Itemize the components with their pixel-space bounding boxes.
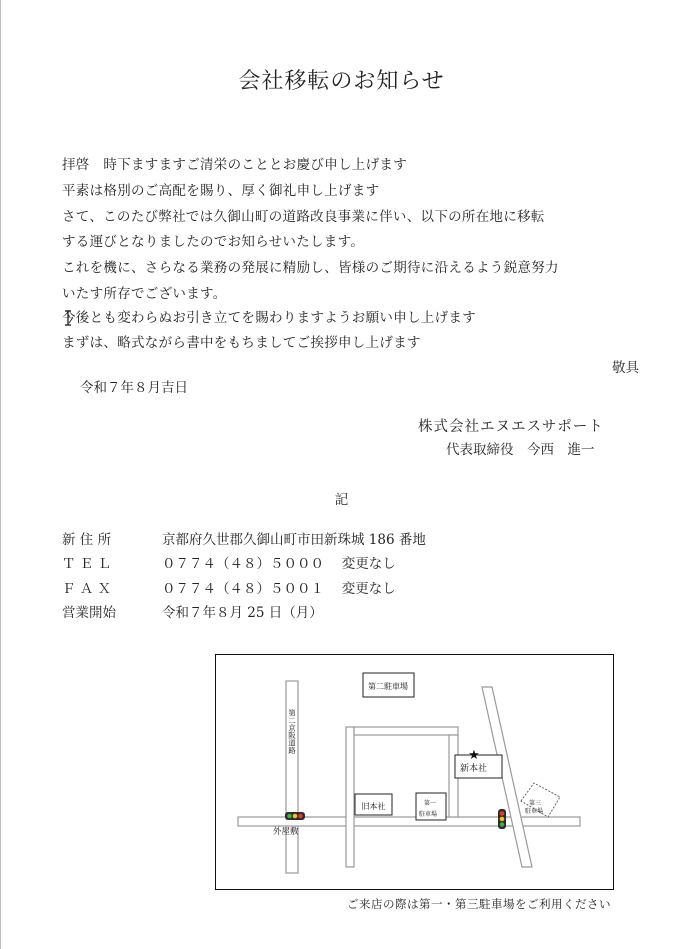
body-line: 拝啓 時下ますますご清栄のこととお慶び申し上げます <box>62 157 407 173</box>
body-line: 今後とも変わらぬお引き立てを賜わりますようお願い申し上げます <box>62 310 476 326</box>
intersection-label: 外屋敷 <box>273 827 299 837</box>
first-parking-label-top: 第一 <box>424 800 437 807</box>
body-line: これを機に、さらなる業務の発展に精励し、皆様のご期待に沿えるよう鋭意努力 <box>62 260 559 276</box>
text-cursor-icon <box>64 310 72 326</box>
detail-value: 京都府久世郡久御山町市田新珠城 186 番地 <box>162 532 426 548</box>
detail-value: ０７７４（４８）５０００ 変更なし <box>162 556 396 572</box>
closing-keigu: 敬具 <box>612 360 639 376</box>
detail-value: ０７７４（４８）５００１ 変更なし <box>162 581 396 597</box>
star-icon: ★ <box>468 748 480 763</box>
detail-value: 令和７年８月 25 日（月） <box>162 605 323 621</box>
detail-label: 営業開始 <box>62 605 116 621</box>
new-office-label: 新本社 <box>460 764 488 774</box>
body-line: いたす所存でございます。 <box>62 286 227 302</box>
side-road-west <box>346 727 354 867</box>
location-map <box>215 654 614 890</box>
detail-label: Ｔ Ｅ Ｌ <box>62 556 112 572</box>
cross-road <box>354 727 458 735</box>
highway-label: 第二京阪道路 <box>287 709 297 754</box>
letter-date: 令和７年８月吉日 <box>80 380 188 396</box>
third-parking-label-top: 第三 <box>529 800 542 807</box>
representative: 代表取締役 今西 進一 <box>446 442 595 458</box>
second-parking-label: 第二駐車場 <box>368 682 408 691</box>
first-parking-label-bottom: 駐車場 <box>419 811 438 818</box>
page-title: 会社移転のお知らせ <box>238 69 445 94</box>
body-line: まずは、略式ながら書中をもちましてご挨拶申し上げます <box>62 335 421 351</box>
old-office-label: 旧本社 <box>361 802 386 811</box>
detail-label: Ｆ Ａ Ｘ <box>62 581 112 597</box>
detail-label: 新 住 所 <box>62 532 112 548</box>
ki-heading: 記 <box>334 492 349 508</box>
page-edge <box>0 0 1 949</box>
body-line: する運びとなりましたのでお知らせいたします。 <box>62 234 365 250</box>
body-line: さて、このたび弊社では久御山町の道路改良事業に伴い、以下の所在地に移転 <box>62 209 545 225</box>
third-parking-label-bottom: 駐車場 <box>525 808 544 815</box>
body-line: 平素は格別のご高配を賜り、厚く御礼申し上げます <box>62 183 380 199</box>
map-caption: ご来店の際は第一・第三駐車場をご利用ください <box>347 897 611 911</box>
company-name: 株式会社エヌエスサポート <box>418 419 604 435</box>
